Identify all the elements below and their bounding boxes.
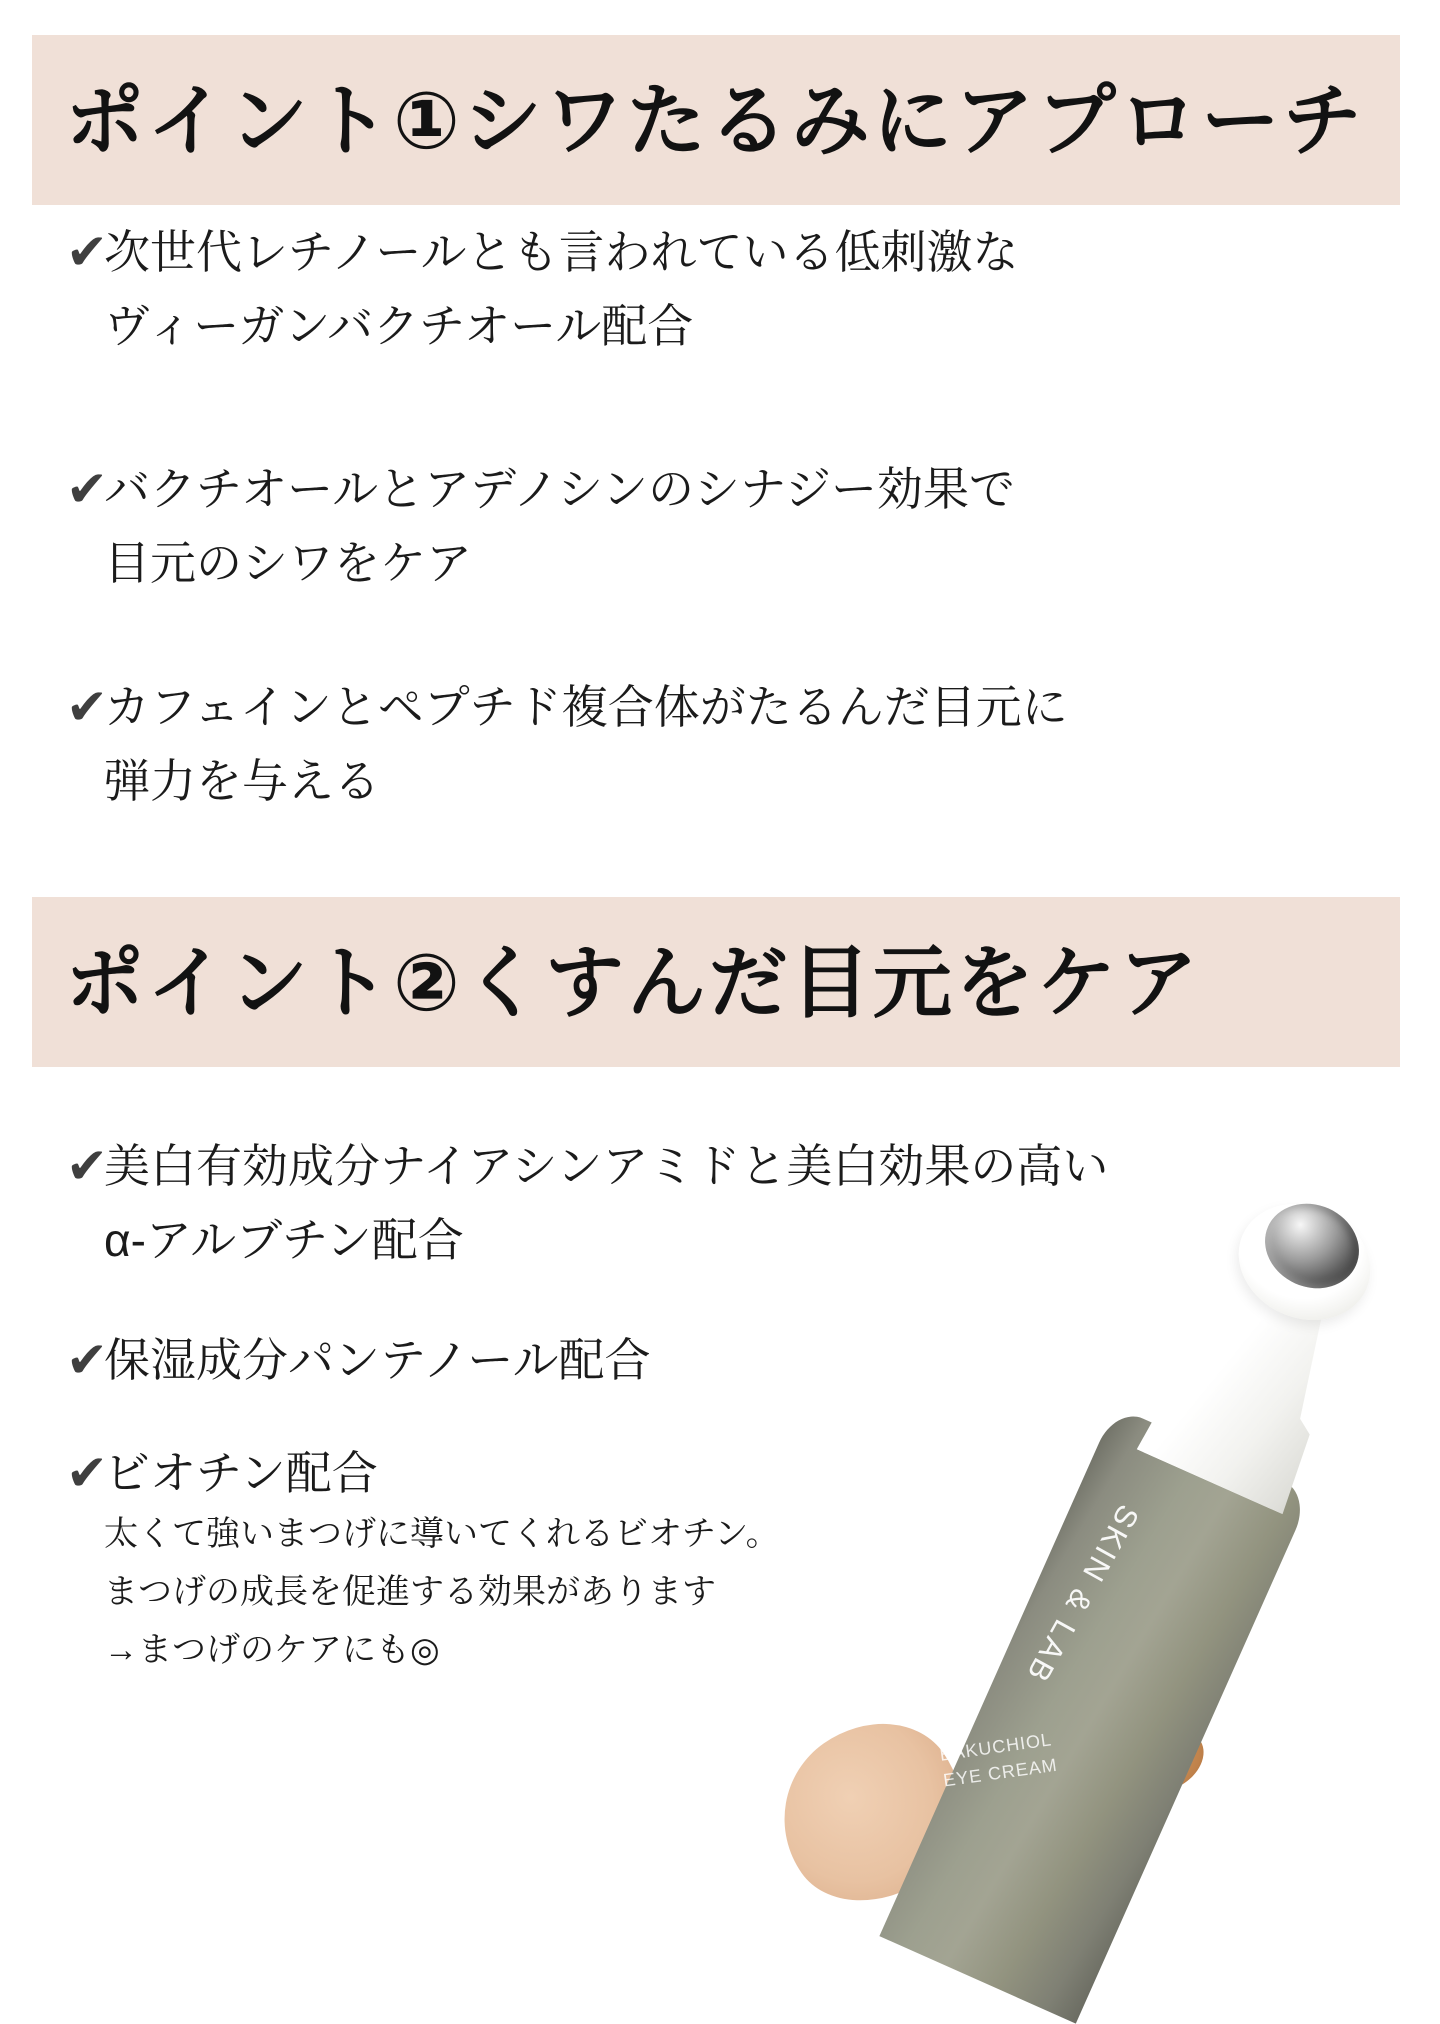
check-icon: ✔	[66, 679, 108, 735]
bullet-line: 保湿成分パンテノール配合	[104, 1334, 651, 1386]
bullet-line: バクチオールとアデノシンのシナジー効果で	[104, 463, 1016, 515]
point2-banner	[32, 897, 1400, 1067]
bullet-line: ヴィーガンバクチオール配合	[104, 300, 694, 352]
check-icon: ✔	[66, 1332, 108, 1388]
bullet-item	[66, 670, 1068, 818]
point1-title: ポイント①シワたるみにアプローチ	[65, 75, 1365, 165]
bullet-item	[66, 452, 1015, 600]
point2-title: ポイント②くすんだ目元をケア	[65, 937, 1201, 1027]
brand-text: SKIN & LAB	[1018, 1499, 1146, 1690]
bullet-item	[66, 1436, 378, 1510]
check-icon: ✔	[66, 461, 108, 517]
product-tube	[879, 1406, 1311, 2023]
product-label-line: EYE CREAM	[942, 1754, 1059, 1791]
bullet-line: ビオチン配合	[104, 1447, 378, 1499]
bullet-item	[66, 215, 1018, 363]
check-icon: ✔	[66, 1445, 108, 1501]
note-line: まつげの成長を促進する効果があります	[104, 1573, 716, 1611]
bullet-line: 美白有効成分ナイアシンアミドと美白効果の高い	[104, 1140, 1109, 1192]
product-label-line: BAKUCHIOL	[938, 1729, 1054, 1765]
bullet-line: 次世代レチノールとも言われている低刺激な	[104, 226, 1019, 278]
bullet-line: α-アルブチン配合	[104, 1214, 464, 1266]
point1-banner	[32, 35, 1400, 205]
note-line: 太くて強いまつげに導いてくれるビオチン。	[104, 1515, 780, 1553]
bullet-line: 目元のシワをケア	[104, 537, 472, 589]
note-line: →まつげのケアにも◎	[104, 1631, 440, 1669]
bullet-item	[66, 1129, 1108, 1277]
bullet-line: カフェインとペプチド複合体がたるんだ目元に	[104, 681, 1068, 733]
check-icon: ✔	[66, 1138, 108, 1194]
bullet-line: 弾力を与える	[104, 755, 380, 807]
bullet-item	[66, 1323, 650, 1397]
biotin-note	[104, 1505, 780, 1679]
check-icon: ✔	[66, 224, 108, 280]
